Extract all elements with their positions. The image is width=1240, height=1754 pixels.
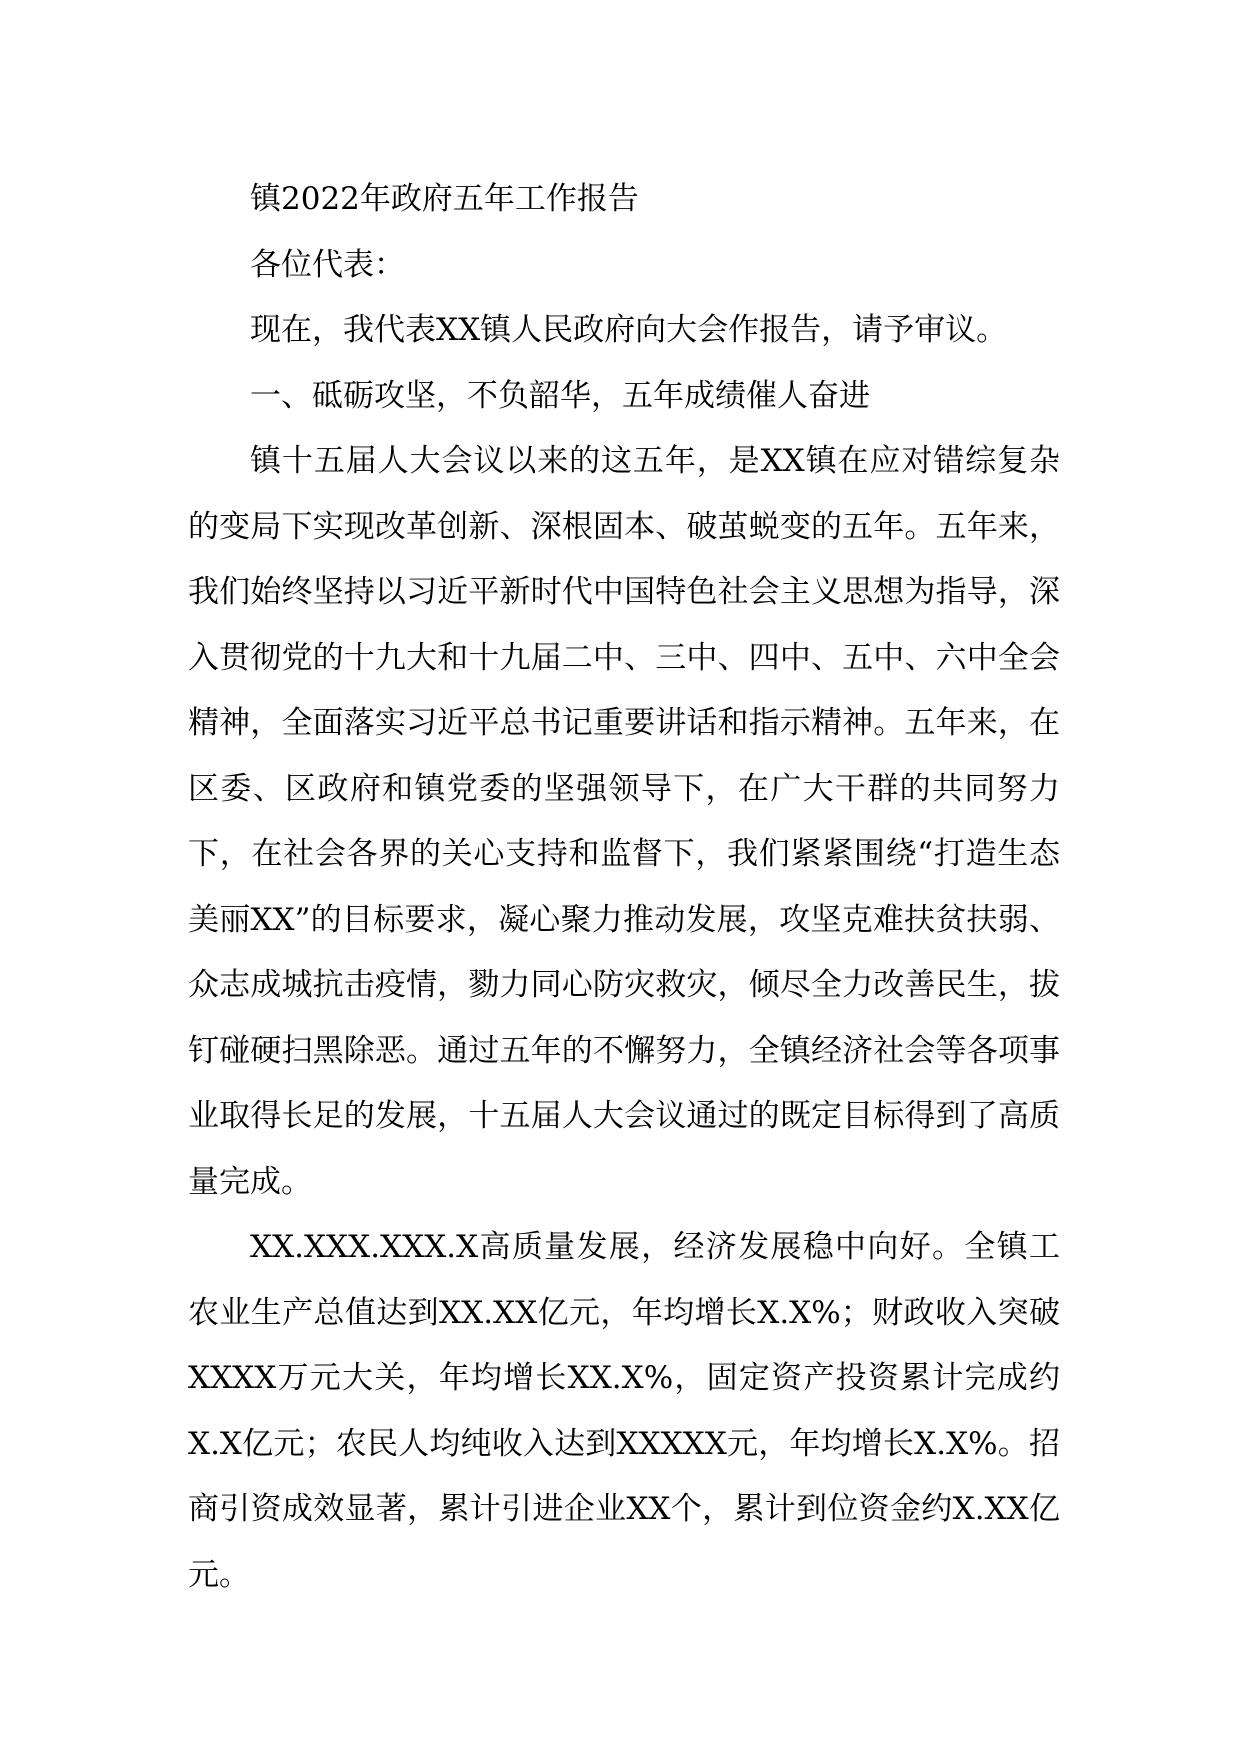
document-body [188, 167, 1060, 1608]
body-paragraph-1: 镇十五届人大会议以来的这五年，是XX镇在应对错综复杂的变局下实现改革创新、深根固本、破茧蜕变的五年。五年来，我们始终坚持以习近平新时代中国特色社会主义思想为指导，深入贯彻党的十九大和十九届二中、三中、四中、五中、六中全会精神，全面落实习近平总书记重要讲话和指示精神。五年来，在区委、区政府和镇党委的坚强领导下，在广大干群的共同努力下，在社会各界的关心支持和监督下，我们紧紧围绕“打造生态美丽XX”的目标要求，凝心聚力推动发展，攻坚克难扶贫扶弱、众志成城抗击疫情，勠力同心防灾救灾，倾尽全力改善民生，拔钉碰硬扫黑除恶。通过五年的不懈努力，全镇经济社会等各项事业取得长足的发展，十五届人大会议通过的既定目标得到了高质量完成。 [188, 443, 1060, 1200]
opening-sentence: 现在，我代表XX镇人民政府向大会作报告，请予审议。 [250, 312, 1008, 348]
body-paragraph-2: XX.XXX.XXX.X高质量发展，经济发展稳中向好。全镇工农业生产总值达到XX.XX亿元，年均增长X.X%；财政收入突破XXXX万元大关，年均增长XX.X%，固定资产投资累计完成约X.X亿元；农民人均纯收入达到XXXXX元，年均增长X.X%。招商引资成效显著，累计引进企业XX个，累计到位资金约X.XX亿元。 [188, 1229, 1060, 1593]
document-title: 镇2022年政府五年工作报告 [250, 181, 639, 217]
section-heading: 一、砥砺攻坚，不负韶华，五年成绩催人奋进 [250, 377, 870, 414]
salutation: 各位代表： [250, 246, 405, 283]
